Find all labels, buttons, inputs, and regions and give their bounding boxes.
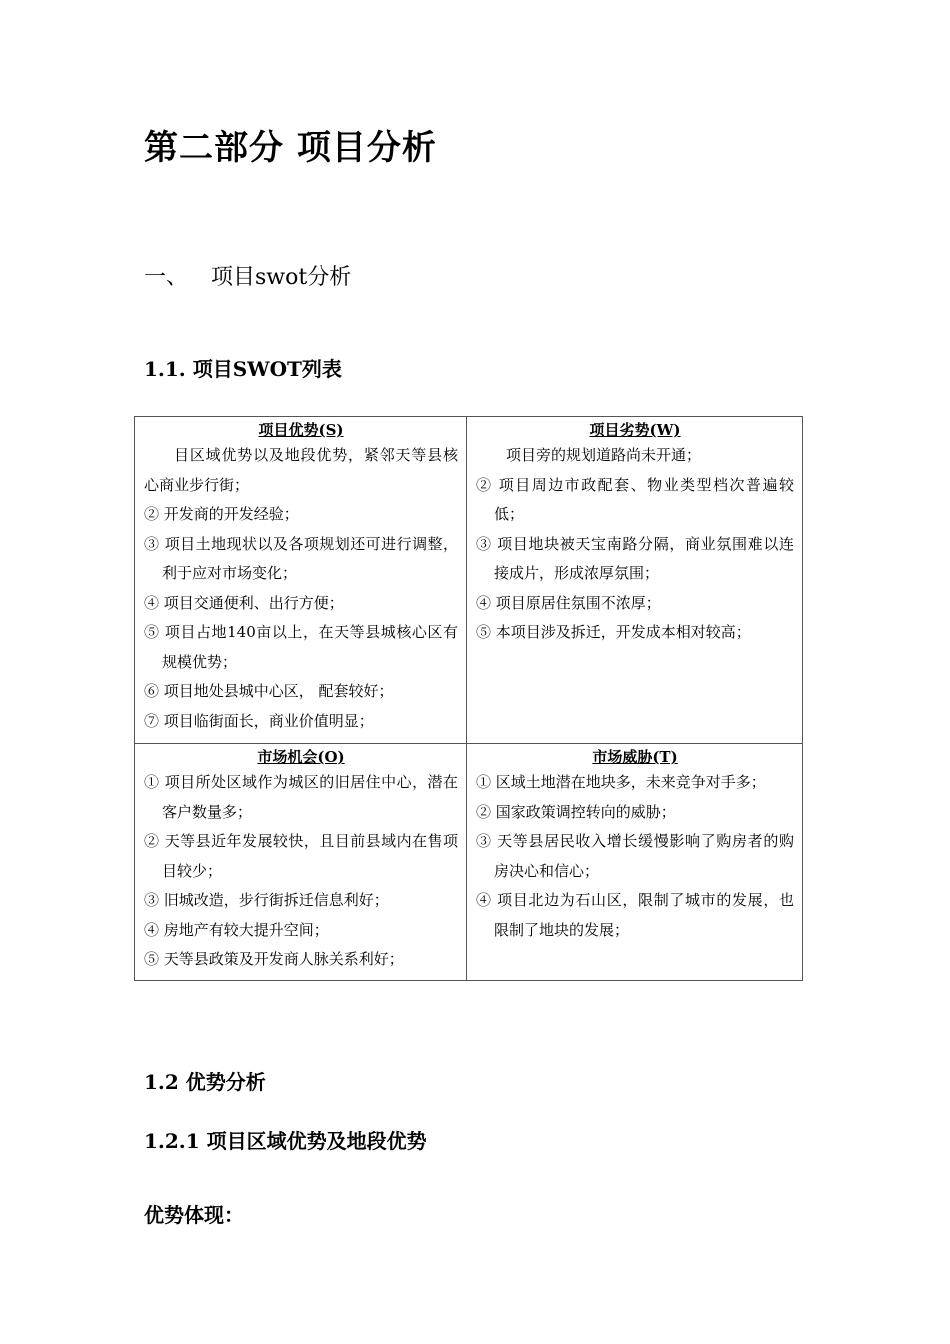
swot-list-heading: 1.1. 项目SWOT列表 [144, 357, 342, 381]
strength-item: ⑦ 项目临街面长，商业价值明显； [144, 711, 374, 730]
strength-item: 目区域优势以及地段优势，紧邻天等县核心商业步行街； [144, 446, 458, 494]
section-title [144, 262, 351, 294]
opportunity-item: ⑤ 天等县政策及开发商人脉关系利好； [144, 950, 404, 968]
strength-item: ③ 项目土地现状以及各项规划还可进行调整，利于应对市场变化； [144, 534, 458, 582]
strengths-cell [135, 417, 467, 744]
part-title: 第二部分 项目分析 [144, 128, 437, 168]
swot-table [134, 416, 803, 981]
advantage-show-label: 优势体现： [144, 1203, 244, 1227]
weakness-item: ② 项目周边市政配套、物业类型档次普遍较低； [476, 475, 794, 523]
strength-item: ② 开发商的开发经验； [144, 505, 299, 523]
swot-row-internal [135, 417, 803, 744]
strength-item: ⑤ 项目占地140亩以上，在天等县城核心区有规模优势； [144, 623, 458, 671]
weakness-item: ⑤ 本项目涉及拆迁，开发成本相对较高； [476, 623, 751, 641]
advantage-sub-heading: 1.2.1 项目区域优势及地段优势 [144, 1129, 427, 1153]
strength-item: ⑥ 项目地处县城中心区， 配套较好； [144, 682, 394, 700]
opportunities-header: 市场机会(O) [257, 748, 345, 766]
threats-cell [467, 744, 803, 981]
opportunities-cell [135, 744, 467, 981]
swot-row-external [135, 744, 803, 981]
section-title-text: 项目swot分析 [211, 265, 352, 290]
weakness-item: ④ 项目原居住氛围不浓厚； [476, 593, 661, 612]
section-number: 一、 [144, 265, 189, 290]
opportunity-item: ③ 旧城改造，步行街拆迁信息利好； [144, 891, 389, 909]
weaknesses-cell [467, 417, 803, 744]
opportunity-item: ④ 房地产有较大提升空间； [144, 920, 329, 939]
threat-item: ① 区域土地潜在地块多，未来竞争对手多； [476, 773, 766, 791]
threat-item: ② 国家政策调控转向的威胁； [476, 802, 676, 821]
threat-item: ④ 项目北边为石山区，限制了城市的发展，也限制了地块的发展； [476, 891, 794, 939]
strength-item: ④ 项目交通便利、出行方便； [144, 593, 344, 612]
threats-header: 市场威胁(T) [592, 748, 678, 766]
weaknesses-header: 项目劣势(W) [589, 421, 681, 439]
weakness-item: 项目旁的规划道路尚未开通； [506, 446, 702, 464]
advantage-heading: 1.2 优势分析 [144, 1070, 266, 1094]
opportunity-item: ① 项目所处区域作为城区的旧居住中心，潜在客户数量多； [144, 773, 458, 821]
threat-item: ③ 天等县居民收入增长缓慢影响了购房者的购房决心和信心； [476, 832, 794, 880]
weakness-item: ③ 项目地块被天宝南路分隔，商业氛围难以连接成片，形成浓厚氛围； [476, 534, 794, 582]
opportunity-item: ② 天等县近年发展较快，且目前县域内在售项目较少； [144, 832, 458, 880]
strengths-header: 项目优势(S) [258, 421, 344, 439]
